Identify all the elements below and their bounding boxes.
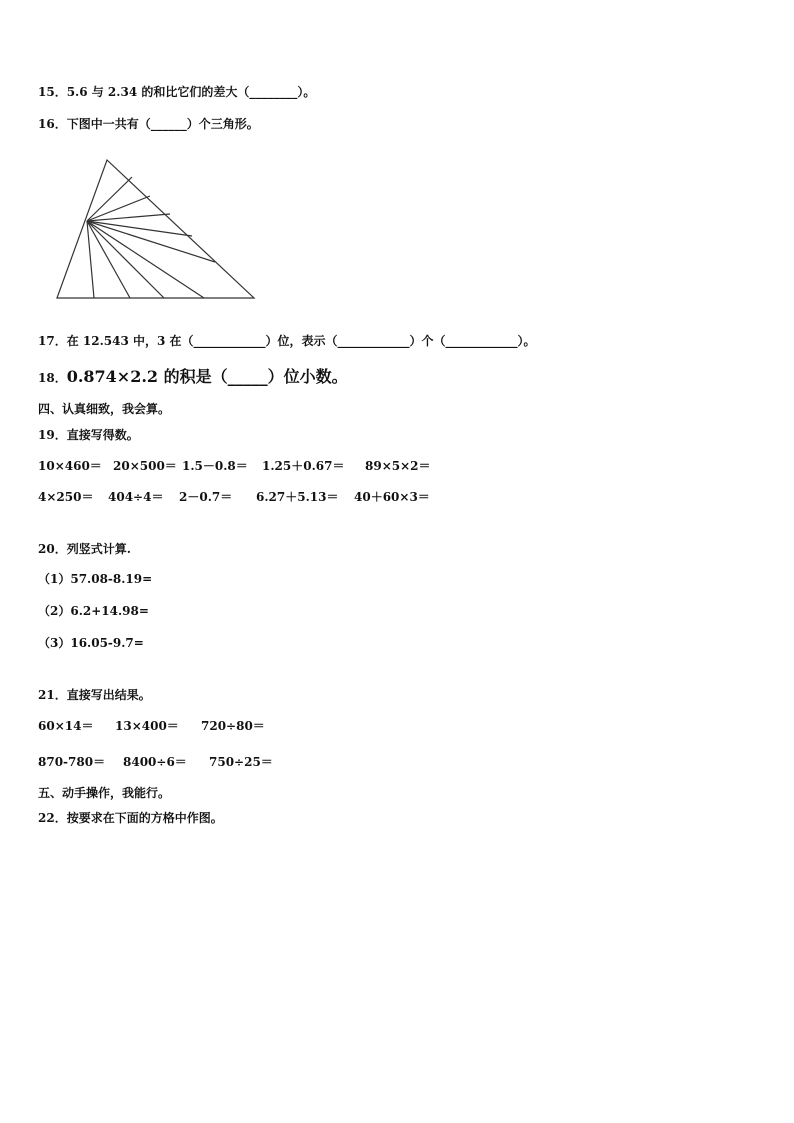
question-number: 20． (38, 542, 67, 556)
vertical-calc-item: （1）57.08-8.19= (38, 572, 153, 586)
outer-triangle (57, 160, 254, 298)
calc-item: 1.5－0.8＝ (182, 459, 248, 473)
fan-line (87, 196, 150, 221)
calc-item: 6.27＋5.13＝ (256, 490, 339, 504)
fan-line (87, 177, 132, 221)
question-number: 16． (38, 117, 67, 131)
question-19 (38, 427, 139, 443)
fan-line (87, 214, 170, 221)
question-text: 列竖式计算. (66, 542, 131, 556)
question-16 (38, 116, 259, 132)
vertical-calc-item: （2）6.2+14.98= (38, 604, 149, 618)
question-text: 0.874×2.2 的积是（_____）位小数。 (66, 367, 348, 386)
question-text: 直接写出结果。 (66, 688, 151, 702)
fan-line (87, 221, 204, 298)
question-22 (38, 810, 223, 826)
triangle-figure (52, 156, 262, 302)
calc-item: 8400÷6＝ (123, 755, 187, 769)
question-17 (38, 333, 536, 349)
calc-item: 89×5×2＝ (365, 459, 431, 473)
question-text: 直接写得数。 (66, 428, 139, 442)
section-5-heading: 五、动手操作，我能行。 (38, 786, 171, 800)
vertical-calc-item: （3）16.05-9.7= (38, 636, 144, 650)
question-number: 17． (38, 334, 67, 348)
calc-item: 4×250＝ (38, 490, 94, 504)
calc-item: 404÷4＝ (108, 490, 164, 504)
calc-item: 60×14＝ (38, 719, 94, 733)
question-text: 5.6 与 2.34 的和比它们的差大（________）。 (66, 85, 316, 99)
calc-item: 40＋60×3＝ (354, 490, 430, 504)
calc-item: 870-780＝ (38, 755, 106, 769)
question-number: 19． (38, 428, 67, 442)
question-text: 按要求在下面的方格中作图。 (66, 811, 223, 825)
question-18 (38, 367, 348, 388)
calc-item: 750÷25＝ (209, 755, 273, 769)
calc-item: 20×500＝ (113, 459, 177, 473)
question-number: 22． (38, 811, 67, 825)
question-text: 在 12.543 中，3 在（____________）位，表示（____________）个（____________）。 (66, 334, 536, 348)
question-20 (38, 541, 131, 557)
question-number: 21． (38, 688, 67, 702)
calc-item: 13×400＝ (115, 719, 179, 733)
question-number: 15． (38, 85, 67, 99)
fan-line (87, 221, 164, 298)
question-15 (38, 84, 315, 100)
question-21 (38, 687, 151, 703)
calc-item: 2－0.7＝ (179, 490, 233, 504)
fan-line (87, 221, 192, 236)
section-4-heading: 四、认真细致，我会算。 (38, 402, 171, 416)
question-text: 下图中一共有（______）个三角形。 (66, 117, 259, 131)
calc-item: 1.25＋0.67＝ (262, 459, 345, 473)
question-number: 18． (38, 371, 67, 385)
calc-item: 10×460＝ (38, 459, 102, 473)
calc-item: 720÷80＝ (201, 719, 265, 733)
